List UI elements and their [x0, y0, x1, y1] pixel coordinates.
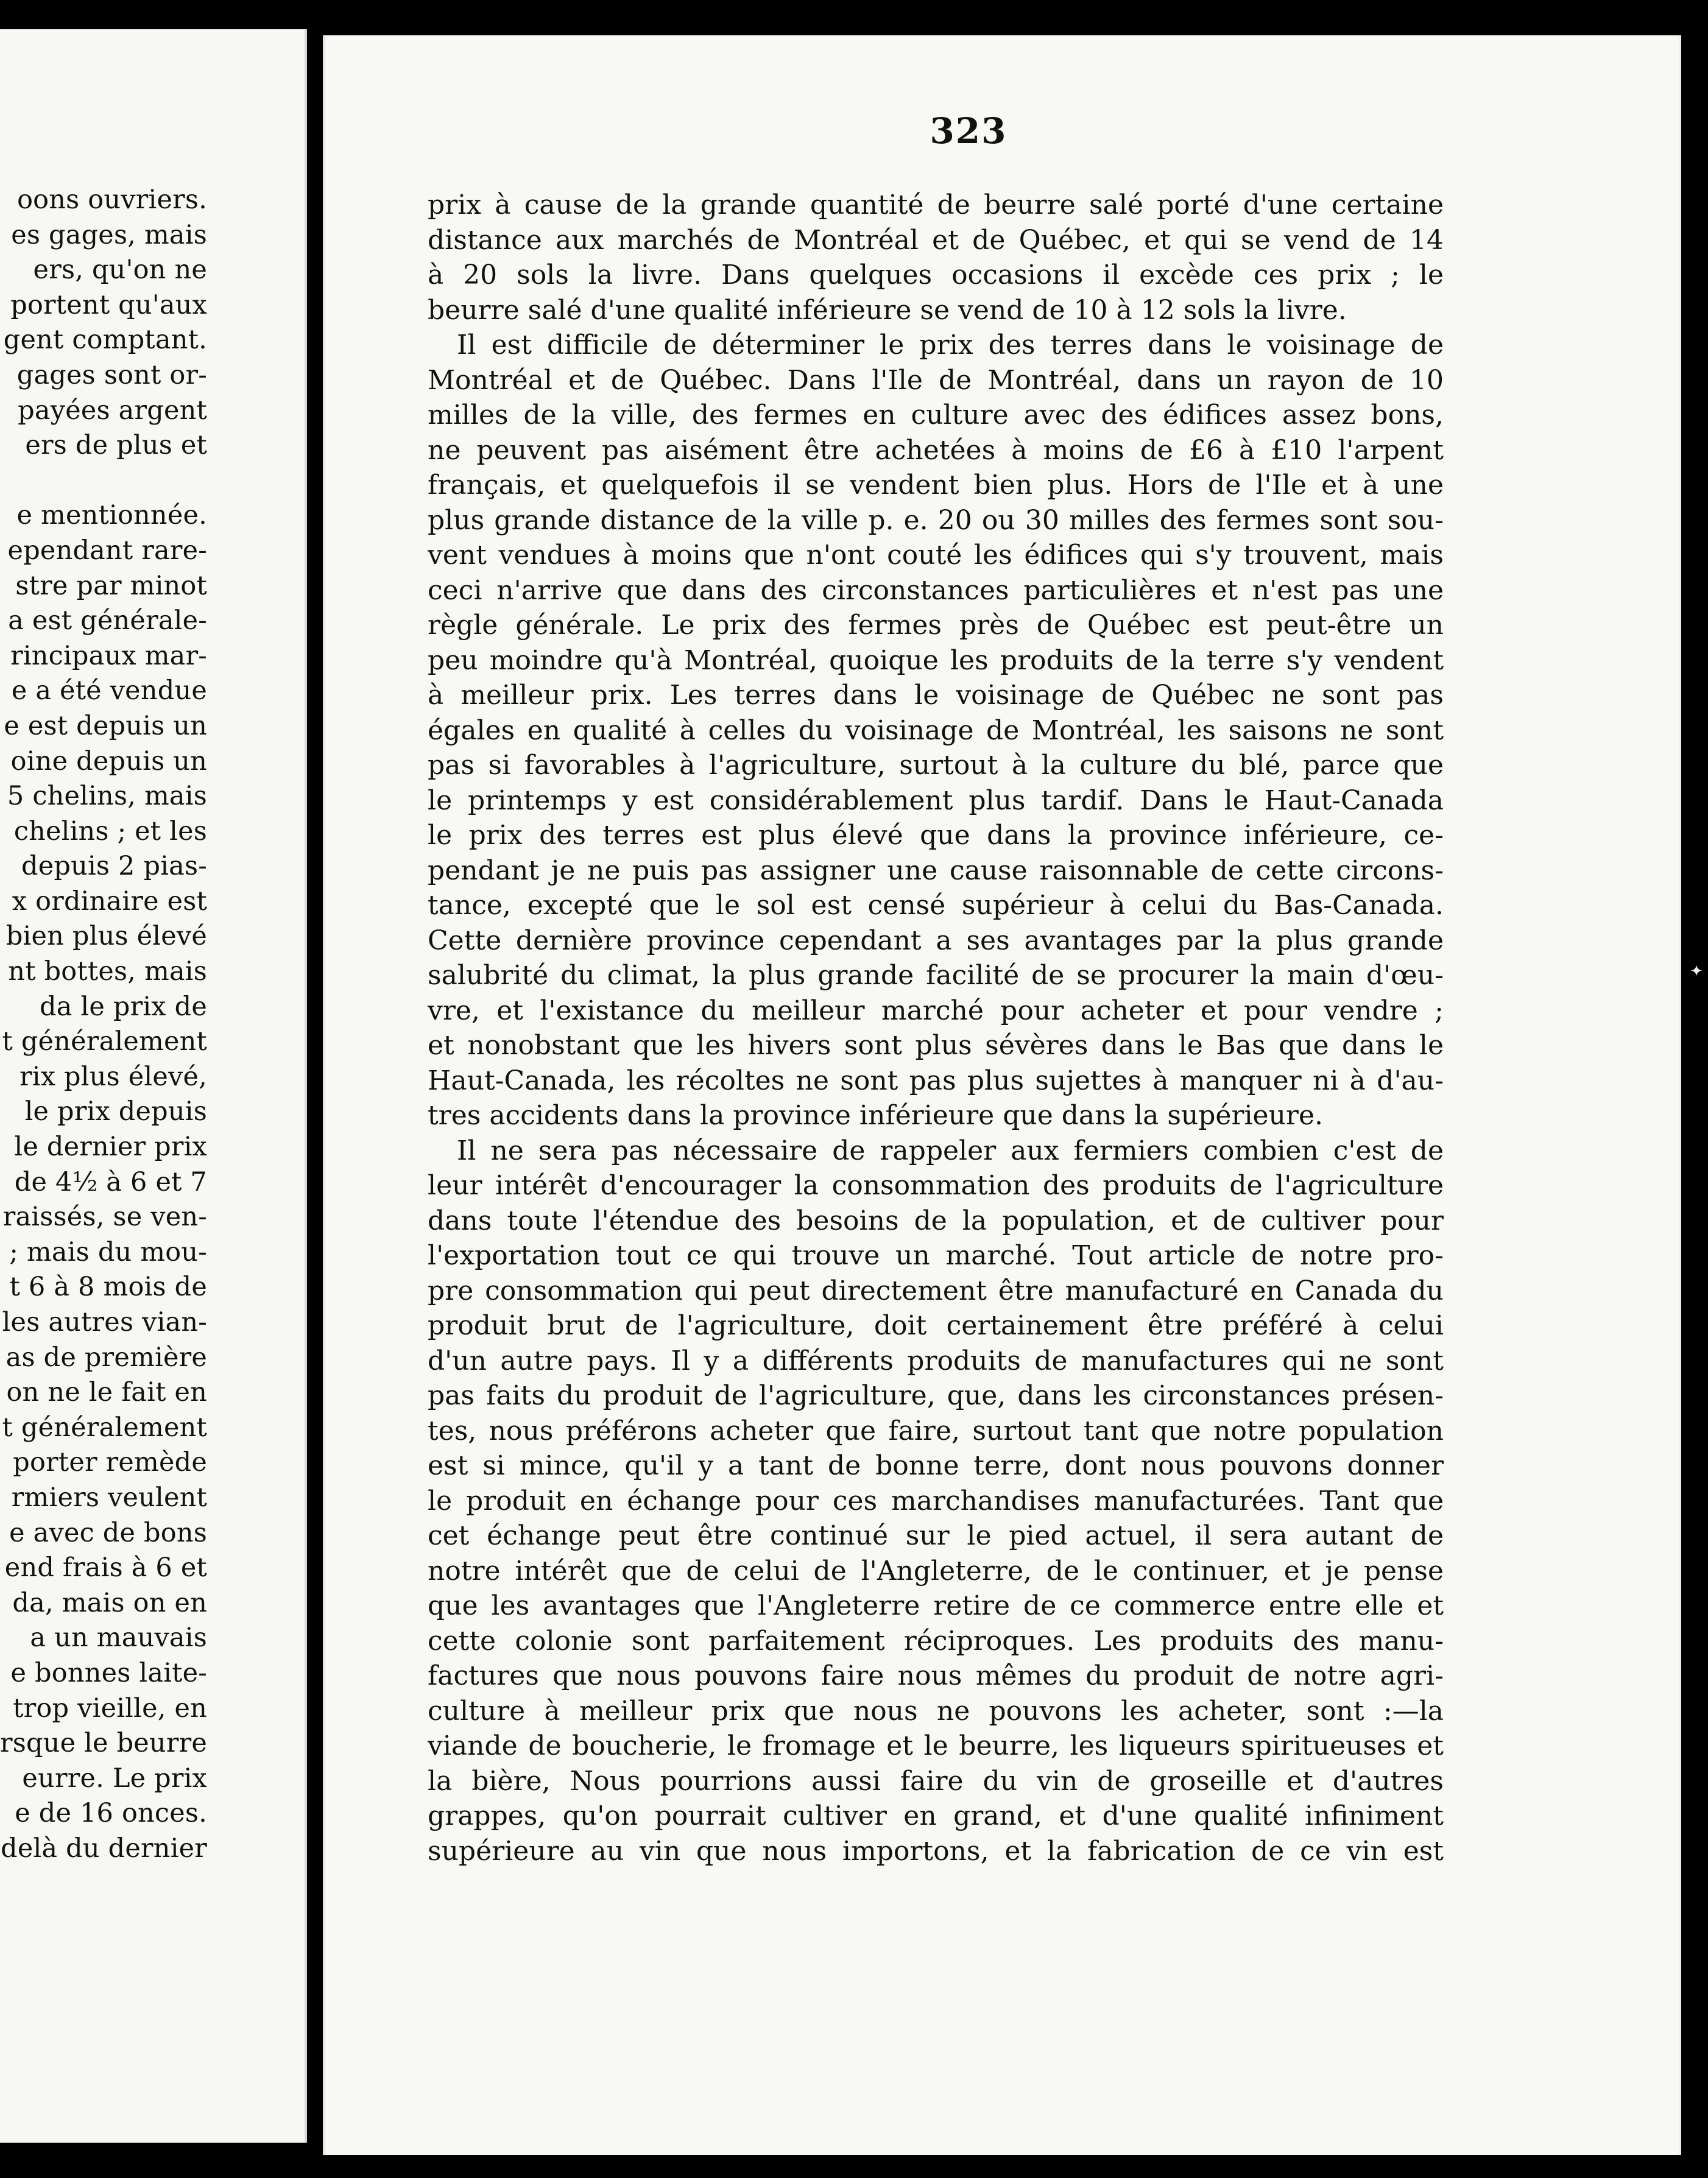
- body-text: [428, 188, 1444, 1869]
- text-line: tance, excepté que le sol est censé supérieur à celui du Bas-Canada.: [428, 890, 1444, 921]
- left-text-line: portent qu'aux: [10, 289, 207, 320]
- left-text-line: t 6 à 8 mois de: [9, 1272, 207, 1303]
- text-line: pre consommation qui peut directement être manufacturé en Canada du: [428, 1275, 1444, 1306]
- text-line: à 20 sols la livre. Dans quelques occasions il excède ces prix ; le: [428, 259, 1444, 291]
- left-text-line: ; mais du mou-: [9, 1236, 207, 1267]
- right-page: [323, 35, 1681, 2155]
- left-text-line: e mentionnée.: [16, 500, 207, 531]
- text-line: tes, nous préférons acheter que faire, surtout tant que notre population: [428, 1415, 1444, 1447]
- text-line: est si mince, qu'il y a tant de bonne terre, dont nous pouvons donner: [428, 1450, 1444, 1481]
- text-line: d'un autre pays. Il y a différents produits de manufactures qui ne sont: [428, 1345, 1444, 1376]
- page-number: 323: [930, 110, 1008, 152]
- text-line: la bière, Nous pourrions aussi faire du vin de groseille et d'autres: [428, 1765, 1444, 1797]
- left-text-line: as de première: [5, 1342, 207, 1373]
- text-line: distance aux marchés de Montréal et de Québec, et qui se vend de 14: [428, 224, 1444, 256]
- text-line: viande de boucherie, le fromage et le beurre, les liqueurs spiritueuses et: [428, 1730, 1444, 1761]
- left-text-line: oine depuis un: [10, 745, 207, 777]
- text-line: notre intérêt que de celui de l'Angleterre, de le continuer, et je pense: [428, 1555, 1444, 1587]
- left-text-line: [0, 463, 207, 499]
- text-line: égales en qualité à celles du voisinage de Montréal, les saisons ne sont: [428, 714, 1444, 746]
- left-text-line: e bonnes laite-: [10, 1657, 207, 1688]
- text-line: leur intérêt d'encourager la consommation des produits de l'agriculture: [428, 1170, 1444, 1201]
- text-line: et nonobstant que les hivers sont plus sévères dans le Bas que dans le: [428, 1030, 1444, 1061]
- left-text-line: ependant rare-: [7, 535, 207, 566]
- left-text-line: da, mais on en: [12, 1587, 207, 1618]
- text-line: Montréal et de Québec. Dans l'Ile de Montréal, dans un rayon de 10: [428, 364, 1444, 396]
- text-line: plus grande distance de la ville p. e. 20 ou 30 milles des fermes sont sou-: [428, 504, 1444, 536]
- text-line: factures que nous pouvons faire nous mêmes du produit de notre agri-: [428, 1660, 1444, 1691]
- left-text-line: porter remède: [13, 1447, 207, 1478]
- left-text-line: le prix depuis: [24, 1096, 207, 1127]
- text-line: le prix des terres est plus élevé que dans la province inférieure, ce-: [428, 820, 1444, 851]
- text-line: Il ne sera pas nécessaire de rappeler aux fermiers combien c'est de: [457, 1135, 1444, 1166]
- text-line: cette colonie sont parfaitement réciproques. Les produits des manu-: [428, 1625, 1444, 1657]
- left-text-line: ers de plus et: [25, 430, 207, 461]
- text-line: ne peuvent pas aisément être achetées à moins de £6 à £10 l'arpent: [428, 434, 1444, 466]
- left-text-line: chelins ; et les: [13, 816, 207, 847]
- left-text-line: rincipaux mar-: [10, 640, 207, 671]
- text-line: grappes, qu'on pourrait cultiver en grand, et d'une qualité infiniment: [428, 1800, 1444, 1831]
- left-text-line: rsque le beurre: [0, 1728, 207, 1759]
- left-text-line: les autres vian-: [2, 1307, 207, 1337]
- left-text-line: trop vieille, en: [13, 1693, 207, 1724]
- left-text-line: e a été vendue: [11, 675, 207, 707]
- left-text-line: payées argent: [18, 395, 207, 426]
- text-line: pendant je ne puis pas assigner une cause raisonnable de cette circons-: [428, 855, 1444, 886]
- left-text-line: end frais à 6 et: [4, 1552, 207, 1584]
- left-text-line: raissés, se ven-: [2, 1202, 207, 1233]
- left-text-line: on ne le fait en: [6, 1377, 207, 1408]
- text-line: pas faits du produit de l'agriculture, que, dans les circonstances présen-: [428, 1380, 1444, 1411]
- text-line: tres accidents dans la province inférieure que dans la supérieure.: [428, 1100, 1323, 1131]
- left-text-line: es gages, mais: [11, 219, 207, 250]
- left-text-line: a est générale-: [8, 605, 207, 636]
- left-text-line: t généralement: [2, 1412, 207, 1443]
- left-text-line: delà du dernier: [1, 1833, 207, 1864]
- left-text-line: le dernier prix: [14, 1132, 207, 1163]
- text-line: peu moindre qu'à Montréal, quoique les produits de la terre s'y vendent: [428, 644, 1444, 676]
- left-page: [0, 29, 307, 2143]
- text-line: règle générale. Le prix des fermes près de Québec est peut-être un: [428, 610, 1444, 641]
- text-line: dans toute l'étendue des besoins de la population, et de cultiver pour: [428, 1205, 1444, 1236]
- left-text-line: e est depuis un: [4, 710, 207, 741]
- text-line: vent vendues à moins que n'ont couté les édifices qui s'y trouvent, mais: [428, 540, 1444, 571]
- text-line: cet échange peut être continué sur le pied actuel, il sera autant de: [428, 1520, 1444, 1551]
- text-line: Haut-Canada, les récoltes ne sont pas plus sujettes à manquer ni à d'au-: [428, 1065, 1444, 1096]
- text-line: le printemps y est considérablement plus tardif. Dans le Haut-Canada: [428, 784, 1444, 816]
- left-text-line: depuis 2 pias-: [21, 851, 207, 882]
- text-line: Cette dernière province cependant a ses avantages par la plus grande: [428, 925, 1444, 956]
- left-text-line: nt bottes, mais: [8, 956, 207, 987]
- left-text-line: eurre. Le prix: [22, 1763, 207, 1794]
- scan-speck: ✦: [1690, 962, 1703, 981]
- text-line: que les avantages que l'Angleterre retire de ce commerce entre elle et: [428, 1590, 1444, 1621]
- left-text-line: stre par minot: [15, 570, 207, 601]
- left-text-line: da le prix de: [39, 991, 207, 1022]
- left-text-line: rmiers veulent: [11, 1482, 207, 1513]
- left-text-line: a un mauvais: [30, 1623, 207, 1654]
- text-line: prix à cause de la grande quantité de beurre salé porté d'une certaine: [428, 189, 1444, 220]
- text-line: beurre salé d'une qualité inférieure se vend de 10 à 12 sols la livre.: [428, 294, 1347, 326]
- left-text-line: gent comptant.: [3, 325, 207, 356]
- text-line: l'exportation tout ce qui trouve un marché. Tout article de notre pro-: [428, 1240, 1444, 1271]
- left-text-line: de 4½ à 6 et 7: [14, 1166, 207, 1197]
- text-line: pas si favorables à l'agriculture, surtout à la culture du blé, parce que: [428, 750, 1444, 781]
- text-line: milles de la ville, des fermes en culture avec des édifices assez bons,: [428, 400, 1444, 431]
- text-line: culture à meilleur prix que nous ne pouvons les acheter, sont :—la: [428, 1695, 1444, 1727]
- text-line: le produit en échange pour ces marchandises manufacturées. Tant que: [428, 1485, 1444, 1517]
- text-line: supérieure au vin que nous importons, et la fabrication de ce vin est: [428, 1835, 1444, 1867]
- text-line: français, et quelquefois il se vendent bien plus. Hors de l'Ile et à une: [428, 470, 1444, 501]
- left-text-line: e de 16 onces.: [15, 1798, 207, 1829]
- left-text-line: oons ouvriers.: [17, 185, 207, 215]
- left-text-line: rix plus élevé,: [19, 1061, 207, 1092]
- text-line: Il est difficile de déterminer le prix des terres dans le voisinage de: [457, 330, 1444, 361]
- left-text-line: gages sont or-: [16, 359, 207, 390]
- text-line: produit brut de l'agriculture, doit certainement être préféré à celui: [428, 1310, 1444, 1341]
- left-text-line: 5 chelins, mais: [7, 781, 207, 812]
- left-page-text: [0, 183, 207, 1867]
- left-text-line: bien plus élevé: [5, 921, 207, 952]
- left-text-line: t généralement: [2, 1026, 207, 1057]
- text-line: à meilleur prix. Les terres dans le voisinage de Québec ne sont pas: [428, 680, 1444, 711]
- left-text-line: x ordinaire est: [12, 886, 207, 917]
- left-text-line: e avec de bons: [9, 1517, 207, 1548]
- left-text-line: ers, qu'on ne: [33, 255, 207, 286]
- text-line: salubrité du climat, la plus grande facilité de se procurer la main d'œu-: [428, 960, 1444, 991]
- text-line: vre, et l'existance du meilleur marché pour acheter et pour vendre ;: [428, 995, 1444, 1026]
- text-line: ceci n'arrive que dans des circonstances particulières et n'est pas une: [428, 574, 1444, 606]
